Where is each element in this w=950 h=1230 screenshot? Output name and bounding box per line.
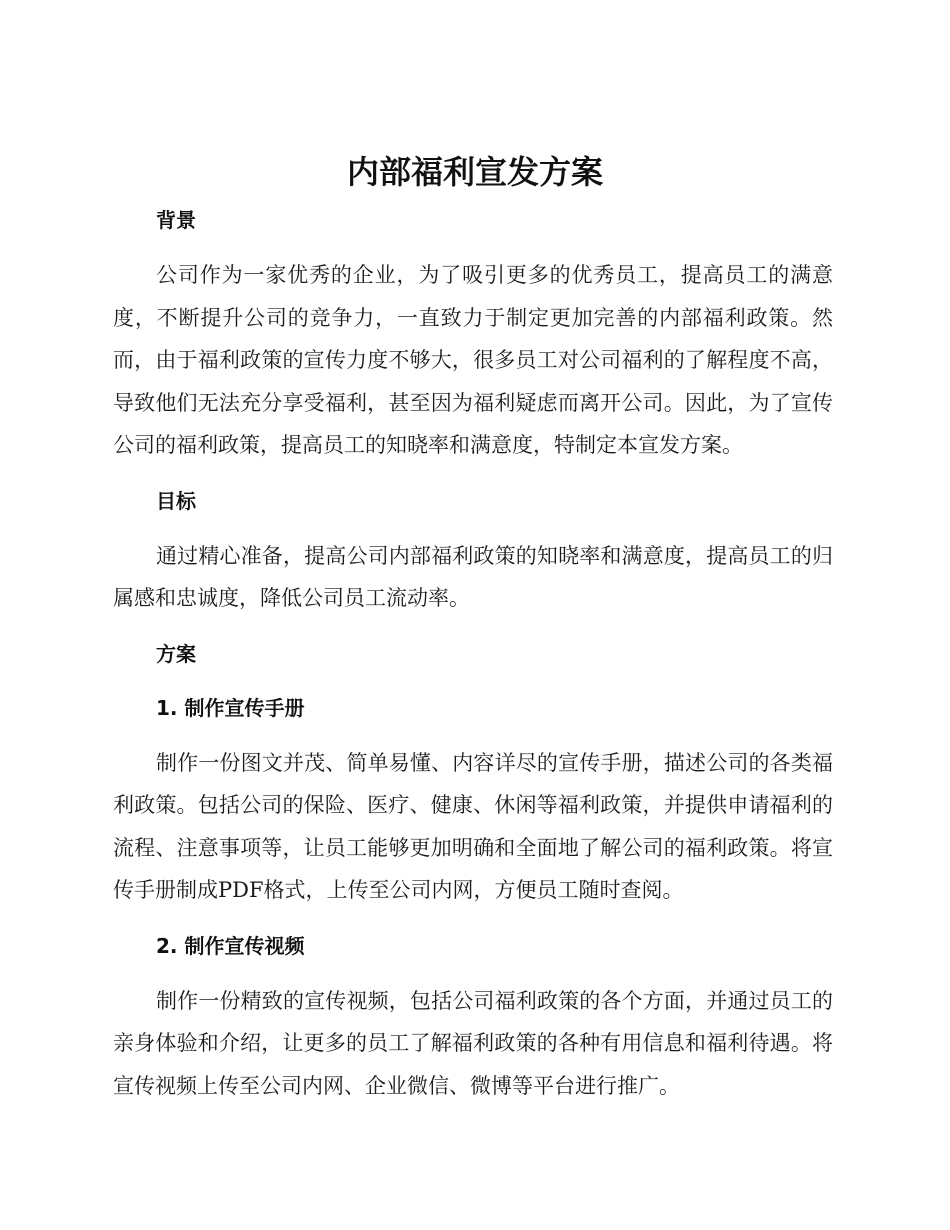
section-heading-plan: 方案 bbox=[156, 641, 196, 666]
section-heading-background: 背景 bbox=[156, 208, 196, 232]
section-paragraph-goal: 通过精心准备，提高公司内部福利政策的知晓率和满意度，提高员工的归属感和忠诚度，降低公司员工流动率。 bbox=[113, 543, 833, 610]
section-heading-goal: 目标 bbox=[156, 488, 196, 513]
section-paragraph-background: 公司作为一家优秀的企业，为了吸引更多的优秀员工，提高员工的满意度，不断提升公司的竞争力，一直致力于制定更加完善的内部福利政策。然而，由于福利政策的宣传力度不够大，很多员工对公司福利的了解程度不高，导致他们无法充分享受福利，甚至因为福利疑虑而离开公司。因此，为了宣传公司的福利政策，提高员工的知晓率和满意度，特制定本宣发方案。 bbox=[113, 263, 833, 457]
subsection-paragraph-video: 制作一份精致的宣传视频，包括公司福利政策的各个方面，并通过员工的亲身体验和介绍，让更多的员工了解福利政策的各种有用信息和福利待遇。将宣传视频上传至公司内网、企业微信、微博等平台进行推广。 bbox=[113, 988, 833, 1098]
subsection-heading-brochure: 1. 制作宣传手册 bbox=[156, 695, 305, 720]
subsection-heading-video: 2. 制作宣传视频 bbox=[156, 933, 305, 958]
subsection-paragraph-brochure: 制作一份图文并茂、简单易懂、内容详尽的宣传手册，描述公司的各类福利政策。包括公司的保险、医疗、健康、休闲等福利政策，并提供申请福利的流程、注意事项等，让员工能够更加明确和全面地了解公司的福利政策。将宣传手册制成PDF格式，上传至公司内网，方便员工随时查阅。 bbox=[113, 750, 833, 902]
document-body bbox=[113, 200, 833, 1107]
document-title: 内部福利宣发方案 bbox=[346, 153, 603, 191]
